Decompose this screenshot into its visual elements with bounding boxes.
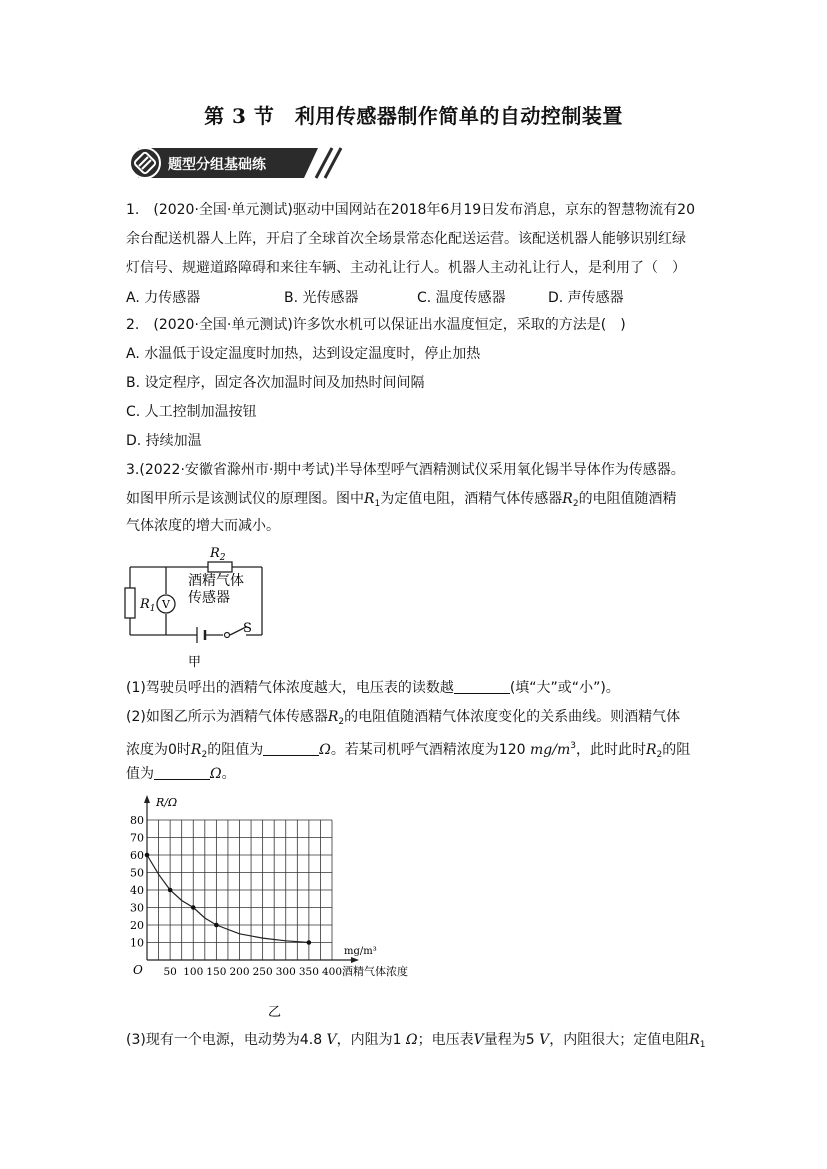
chart-x-tick-label: 350 [298,966,319,978]
chart-y-tick-label: 10 [130,936,144,950]
chart-data-point [168,888,173,893]
resistance-concentration-chart [120,792,430,1024]
q1-option-c: C. 温度传感器 [417,290,506,306]
q2-option-b: B. 设定程序，固定各次加温时间及加热时间间隔 [126,375,425,391]
chart-xlabel: 酒精气体浓度 [342,965,408,978]
q3-sub2-line1: (2)如图乙所示为酒精气体传感器$R_2$的电阻值随酒精气体浓度变化的关系曲线。则酒精气体 [126,709,681,727]
banner-label: 题型分组基础练 [168,157,266,173]
chart-y-tick-label: 70 [130,831,144,845]
q1-line2: 余台配送机器人上阵，开启了全球首次全场景常态化配送运营。该配送机器人能够识别红绿 [126,231,686,247]
q3-sub1: (1)驾驶员呼出的酒精气体浓度越大，电压表的读数越 (填“大”或“小”)。 [126,680,620,696]
chart-y-tick-label: 40 [130,884,144,897]
switch-contact [225,633,230,638]
chart-xunit: mg/m³ [344,946,377,957]
q1-line3: 灯信号、规避道路障碍和来往车辆、主动礼让行人。机器人主动礼让行人，是利用了（ ） [126,260,686,276]
chart-y-tick-label: 60 [130,849,144,862]
q3-sub2-line2: 浓度为0时$R_2$的阻值为 Ω。若某司机呼气酒精浓度为120 $mg/m^3$，此时此时$R_2$的阻 [126,741,691,760]
sensor-label-line1: 酒精气体 [188,573,244,589]
chart-y-arrow [144,795,150,803]
chart-data-point [145,853,150,858]
q1-option-d: D. 声传感器 [548,290,624,306]
q3-line2: 如图甲所示是该测试仪的原理图。图中$R_1$为定值电阻，酒精气体传感器$R_2$的电阻值随酒精 [126,491,677,509]
chart-caption: 乙 [268,1005,282,1020]
chart-x-tick-label: 150 [206,966,227,978]
chart-y-tick-label: 20 [130,919,144,932]
q3-sub3: (3)现有一个电源，电动势为4.8 V，内阻为1 Ω；电压表V量程为5 V，内阻很大；定值电阻$R_1$ [126,1032,706,1050]
chart-x-tick-label: 400 [321,966,343,978]
q2-option-a: A. 水温低于设定温度时加热，达到设定温度时，停止加热 [126,346,481,362]
voltmeter-label: V [162,598,170,611]
chart-x-tick-label: 200 [229,966,250,978]
q1-line1: 1. (2020·全国·单元测试)驱动中国网站在2018年6月19日发布消息，京东的智慧物流有20 [126,202,695,218]
r1-resistor [125,588,135,618]
q3-line3: 气体浓度的增大而减小。 [126,518,280,534]
chart-origin: O [133,963,143,977]
q2-option-d: D. 持续加温 [126,433,202,449]
chart-data-point [214,923,219,928]
chart-data-point [307,940,312,945]
chart-ylabel: R/Ω [156,796,178,809]
chart-x-tick-label: 250 [252,966,273,978]
q1-option-b: B. 光传感器 [284,290,359,306]
chart-y-tick-label: 80 [130,814,144,827]
chart-x-tick-label: 50 [163,966,177,978]
answer-blank-2[interactable] [263,741,319,756]
chart-x-tick-label: 100 [183,966,204,978]
chart-y-tick-label: 30 [130,901,144,915]
r1-label: $R_1$ [140,597,156,614]
answer-blank-1[interactable] [454,679,510,694]
sensor-label-line2: 传感器 [188,590,230,606]
switch-label: S [243,621,252,636]
chart-data-point [191,905,196,910]
q1-option-a: A. 力传感器 [126,290,201,306]
r2-resistor [208,562,232,572]
answer-blank-3[interactable] [154,765,210,780]
q2-option-c: C. 人工控制加温按钮 [126,404,257,420]
chart-x-tick-label: 300 [275,966,296,978]
figure1-caption: 甲 [188,655,202,670]
section-banner [128,146,344,180]
q2-line1: 2. (2020·全国·单元测试)许多饮水机可以保证出水温度恒定，采取的方法是( ) [126,317,626,333]
q3-line1: 3.(2022·安徽省滁州市·期中考试)半导体型呼气酒精测试仪采用氧化锡半导体作为传感器。 [126,462,685,478]
circuit-diagram [120,542,270,670]
r2-label: $R_2$ [210,546,226,563]
chart-x-arrow [351,957,359,963]
chart-y-tick-label: 50 [130,866,144,880]
q3-sub2-line3: 值为 Ω。 [126,766,236,782]
page-title: 第 3 节 利用传感器制作简单的自动控制装置 [204,104,623,128]
